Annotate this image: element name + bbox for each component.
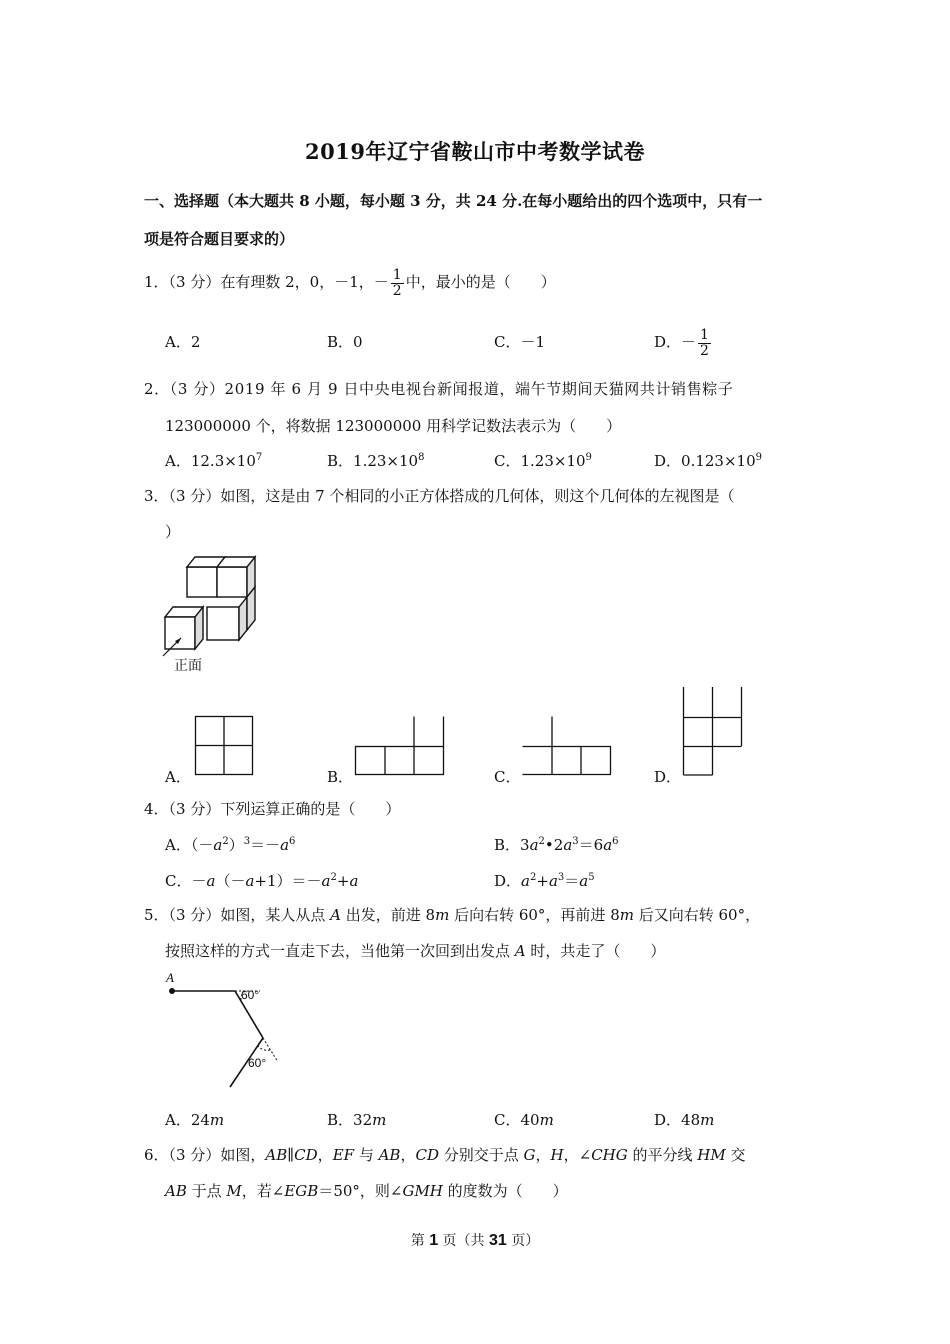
question-5-cont: 按照这样的方式一直走下去，当他第一次回到出发点 A 时，共走了（ ） (165, 942, 666, 960)
q1-option-d[interactable]: D．－ $\frac{1}{2}$ (654, 326, 709, 359)
q1-text-end: 中，最小的是（ ） (405, 273, 556, 291)
question-5: 5．（3 分）如图，某人从点 A 出发，前进 8m 后向右转 60°，再前进 8m 后又向右转 60°， (144, 906, 761, 924)
q2-option-c[interactable]: C．$1.23\times 10^9$ (494, 452, 592, 470)
section-heading-cont: 项是符合题目要求的） (144, 230, 295, 248)
q2-option-b[interactable]: B．$1.23\times 10^8$ (327, 452, 425, 470)
q3-option-a[interactable]: A． (165, 768, 191, 786)
question-1 (144, 262, 556, 302)
q3-option-b[interactable]: B． (327, 768, 354, 786)
q1-text: 1．（3 分）在有理数 2，0，－1，－ (144, 273, 389, 291)
question-3: 3．（3 分）如图，这是由 7 个相同的小正方体搭成的几何体，则这个几何体的左视图是（ (144, 487, 735, 505)
question-4: 4．（3 分）下列运算正确的是（ ） (144, 800, 401, 818)
q3-option-a-view (195, 716, 253, 776)
path-figure (160, 970, 290, 1095)
q2-option-d[interactable]: D．$0.123\times 10^9$ (654, 452, 762, 470)
figure-label-front: 正面 (174, 658, 202, 674)
q3-option-b-view (355, 716, 445, 776)
q5-option-c[interactable]: C．40m (494, 1111, 554, 1129)
cube-figure (155, 550, 275, 680)
q1-option-a[interactable]: A．2 (165, 333, 201, 351)
q5-option-a[interactable]: A．24m (165, 1111, 225, 1129)
question-6: 6．（3 分）如图，AB∥CD，EF 与 AB，CD 分别交于点 G，H，∠CHG 的平分线 HM 交 (144, 1146, 746, 1164)
q4-option-c[interactable]: C．$-a(-a+1)=-a^2+a$ (165, 872, 359, 890)
q4-option-a[interactable]: A．$(-a^2)^3=-a^6$ (165, 836, 296, 854)
q1-option-b[interactable]: B．0 (327, 333, 363, 351)
section-heading: 一、选择题（本大题共 8 小题，每小题 3 分，共 24 分.在每小题给出的四个选项中，只有一 (144, 192, 763, 210)
q3-option-d[interactable]: D． (654, 768, 682, 786)
q2-option-a[interactable]: A．$12.3\times 10^7$ (165, 452, 263, 470)
q4-option-b[interactable]: B．$3a^2•2a^3=6a^6$ (494, 836, 619, 854)
q3-option-d-view (683, 687, 743, 777)
q3-option-c-view (522, 716, 612, 776)
page-footer: 第 1 页（共 31 页） (410, 1232, 540, 1249)
q3-option-c[interactable]: C． (494, 768, 521, 786)
fraction: $\frac{1}{2}$ (700, 326, 709, 359)
question-6-cont: AB 于点 M，若∠EGB＝50°，则∠GMH 的度数为（ ） (165, 1182, 568, 1200)
question-3-cont: ） (165, 523, 181, 541)
fraction: $\frac{1}{2}$ (392, 266, 402, 299)
question-2-cont: 123000000 个，将数据 123000000 用科学记数法表示为（ ） (165, 417, 622, 435)
angle-label-2: 60° (248, 1056, 267, 1070)
q5-option-d[interactable]: D．48m (654, 1111, 715, 1129)
angle-label-1: 60° (241, 988, 260, 1002)
question-2: 2．（3 分）2019 年 6 月 9 日中央电视台新闻报道，端午节期间天猫网共计销售粽子 (144, 380, 734, 398)
q4-option-d[interactable]: D．$a^2+a^3=a^5$ (494, 872, 595, 890)
page-title: 2019年辽宁省鞍山市中考数学试卷 (305, 139, 645, 164)
q1-option-c[interactable]: C．－1 (494, 333, 546, 351)
q5-option-b[interactable]: B．32m (327, 1111, 387, 1129)
point-a-label: A (166, 970, 174, 985)
